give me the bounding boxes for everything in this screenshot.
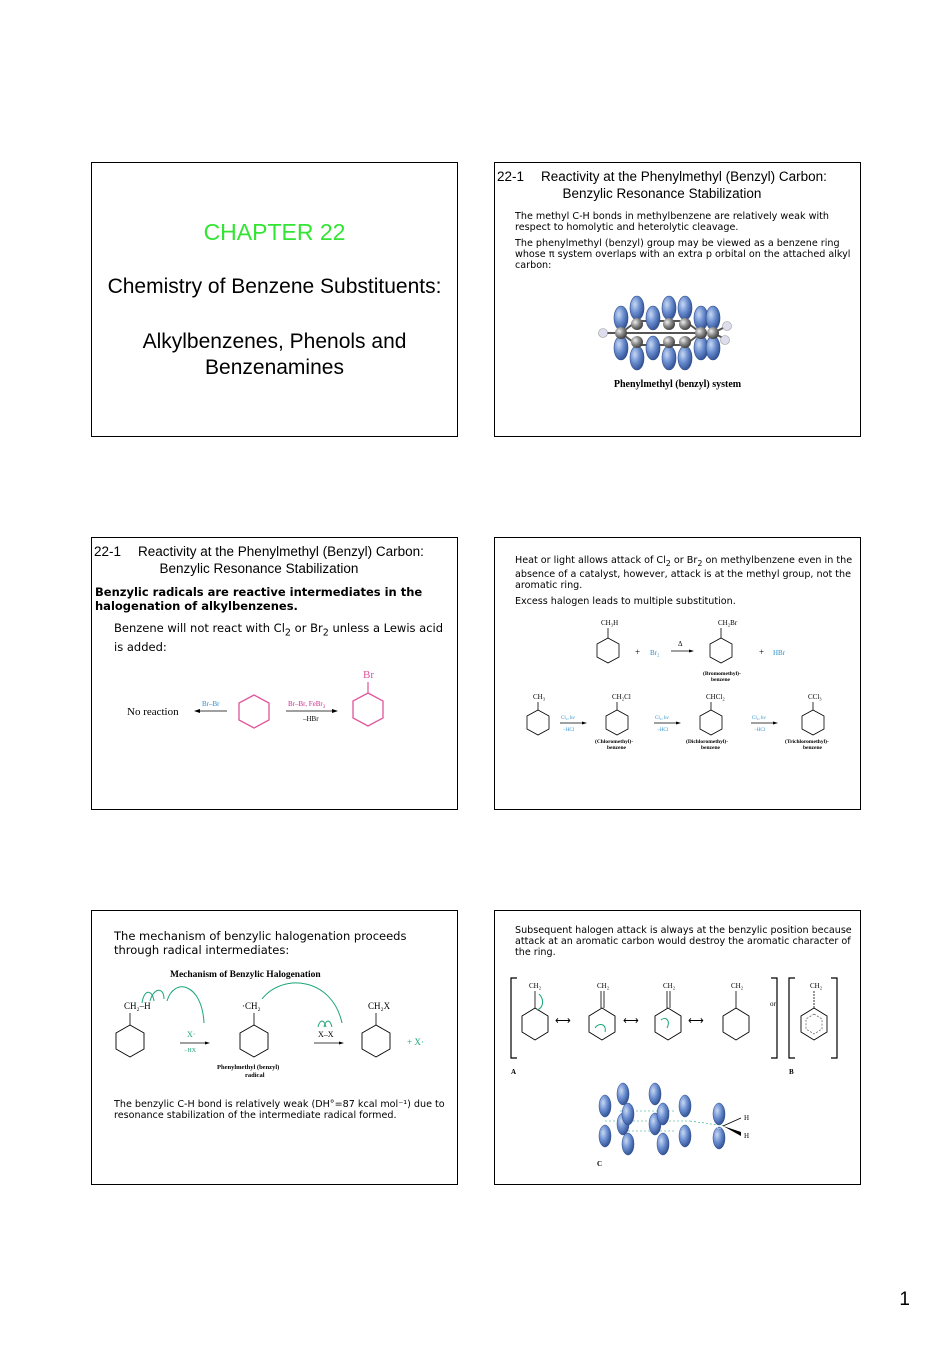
no-reaction-label: No reaction [127,706,179,718]
ch2-label: CH₂ [663,982,676,990]
slide-heading [94,543,424,577]
byproduct: −HCl [563,728,575,733]
hbr-product: HBr [773,649,786,657]
section-number: 22-1 [497,169,525,184]
outro-text: The benzylic C-H bond is relatively weak (DH°=87 kcal mol⁻¹) due to resonance stabilization of the intermediate radical formed. [114,1099,445,1121]
heading-line-1: Reactivity at the Phenylmethyl (Benzyl) Carbon: [138,544,424,559]
curved-arrow [537,994,543,1010]
arrowhead [676,722,681,725]
compound-name: benzene [803,745,822,751]
slide-multiple-substitution [494,537,861,810]
toluene-ring [116,1025,144,1057]
ch2br-label: CH₂Br [718,619,738,627]
chcl2-label: CHCl₂ [706,693,725,701]
bromomethylbenzene-ring [710,638,732,663]
slide-benzyl-system [494,162,861,437]
bold-statement: Benzylic radicals are reactive intermediates in the halogenation of alkylbenzenes. [95,585,423,613]
chloromethylbenzene-ring [606,710,628,735]
resonance-ring [589,1008,615,1040]
bracket-right [831,978,837,1058]
arrowhead [773,722,778,725]
heading-line-2: Benzylic Resonance Stabilization [562,186,762,201]
slide-body: Subsequent halogen attack is always at the benzylic position because attack at an aromatic carbon would destroy the aromatic character of the ring. [515,925,852,958]
ch2-label: CH₂ [529,982,542,990]
byproduct: −HCl [657,728,669,733]
x-radical: X· [187,1030,196,1039]
slide-body [515,211,852,276]
carbon-label: C [717,1125,722,1131]
x-x-reagent: X–X [318,1030,334,1039]
compound-name: (Trichloromethyl)- [785,739,829,745]
subscript: 2 [322,627,329,639]
wedge-bond [723,1126,741,1136]
hydrogen-label: H [744,1132,750,1140]
arrowhead [332,709,338,713]
bromine-label: Br [363,669,374,681]
compound-name: benzene [711,677,730,683]
intro-text: The mechanism of benzylic halogenation proceeds through radical intermediates: [114,929,407,957]
reagent-right: Br–Br, FeBr$_3$ [288,700,326,710]
p-orbitals [599,1083,725,1155]
ch2h-label: CH₂–H [124,1001,151,1011]
radical-name: Phenylmethyl (benzyl) [217,1064,280,1071]
lewis-acid-note [114,621,447,654]
subscript: 2 [284,627,291,639]
mechanism-scheme [92,963,457,1093]
resonance-arrow: ⟷ [623,1015,639,1027]
ch3-label: CH₃ [533,693,546,701]
heading-line-2: Benzylic Resonance Stabilization [159,561,359,576]
slide-resonance [494,910,861,1185]
slide-title [91,162,458,437]
text-part: or Br [291,621,323,635]
arrowhead [582,722,587,725]
ch2-label: CH₂ [810,982,823,990]
text-part: Benzene will not react with Cl [114,621,285,635]
text-part: unless a Lewis acid is added: [114,621,444,655]
byproduct: −HCl [754,728,766,733]
chapter-subtitle: Alkylbenzenes, Phenols and Benzenamines [142,330,407,379]
benzene-ring [239,695,269,728]
label-b: B [789,1068,794,1076]
toluene-ring [527,710,549,735]
minus-hbr: –HBr [303,715,319,723]
resonance-ring [522,1008,548,1040]
curved-arrow [167,987,204,1023]
bond [723,1118,741,1126]
curved-arrow [262,983,342,1023]
compound-name: benzene [701,745,720,751]
x-radical-product: + X· [407,1037,424,1047]
slide-heading [497,168,827,202]
heading-line-1: Reactivity at the Phenylmethyl (Benzyl) Carbon: [541,169,827,184]
arrowhead [194,709,200,713]
benzyl-orbital-diagram [495,278,860,437]
benzyl-radical-ring [240,1025,268,1057]
section-number: 22-1 [94,544,122,559]
paragraph: The phenylmethyl (benzyl) group may be viewed as a benzene ring whose π system overlaps with an extra p orbital on the attached alkyl carbon: [515,238,851,271]
reagent: Cl₂, hν [655,716,669,721]
slide-mechanism [91,910,458,1185]
halogenation-scheme [495,613,860,763]
trichloromethylbenzene-ring [802,710,824,735]
ch2cl-label: CH₂Cl [612,693,631,701]
label-c: C [597,1160,603,1168]
bracket-left [789,978,795,1058]
paragraph: Heat or light allows attack of $Cl_2$ or $Br_2$ on methylbenzene even in the absence of a catalyst, however, attack is at the methyl group, not the aromatic ring. [515,555,853,591]
plus-sign: + [635,647,641,657]
reagent-left: Br–Br [202,700,220,708]
toluene-ring [597,638,619,663]
paragraph: Excess halogen leads to multiple substitution. [515,595,736,607]
mechanism-title: Mechanism of Benzylic Halogenation [170,970,321,980]
reagent: Cl₂, hν [561,716,575,721]
resonance-arrow: ⟷ [688,1015,704,1027]
product-ring [362,1025,390,1057]
plus-sign: + [759,647,765,657]
compound-name: (Bromomethyl)- [703,671,741,677]
ch2x-label: CH₂X [368,1001,391,1011]
ccl3-label: CCl₃ [808,693,822,701]
compound-name: benzene [607,745,626,751]
delocalized-circle [806,1014,822,1034]
reagent: Cl₂, hν [752,716,766,721]
curved-arrow [661,1018,668,1028]
ch2-radical-label: ·CH₂ [242,1001,261,1011]
radical-name: radical [245,1072,265,1079]
chapter-title: Chemistry of Benzene Substituents: [107,275,442,298]
dichloromethylbenzene-ring [700,710,722,735]
resonance-diagram [495,966,860,1185]
chapter-label: CHAPTER 22 [203,219,346,245]
paragraph: The methyl C-H bonds in methylbenzene are relatively weak with respect to homolytic and heterolytic cleavage. [515,211,829,233]
curved-arrow [595,1025,605,1032]
curved-arrow [318,1021,332,1027]
resonance-ring [723,1008,749,1040]
bromobenzene-ring [353,693,383,726]
label-a: A [511,1068,517,1076]
page-number: 1 [899,1289,910,1310]
bromination-scheme [92,663,457,773]
bracket-left [511,978,517,1058]
arrowhead [689,650,694,653]
hydrogen-label: H [744,1114,750,1122]
heat-delta: Δ [678,640,683,648]
arrowhead [205,1042,210,1045]
compound-name: (Chloromethyl)- [595,739,634,745]
figure-caption: Phenylmethyl (benzyl) system [613,379,742,390]
bracket-right [771,978,777,1058]
ch2-label: CH₂ [731,982,744,990]
hybrid-ring [801,1008,827,1040]
compound-name: (Dichloromethyl)- [686,739,729,745]
or-label: or [770,1000,776,1008]
ch3h-label: CH₃H [601,619,619,627]
arrowhead [339,1042,344,1045]
slide-body [515,555,854,612]
ch2-label: CH₂ [597,982,610,990]
minus-hx: −HX [184,1048,197,1054]
resonance-arrow: ⟷ [555,1015,571,1027]
slide-benzylic-radicals [91,537,458,810]
bromine-reagent: Br₂ [650,649,660,657]
